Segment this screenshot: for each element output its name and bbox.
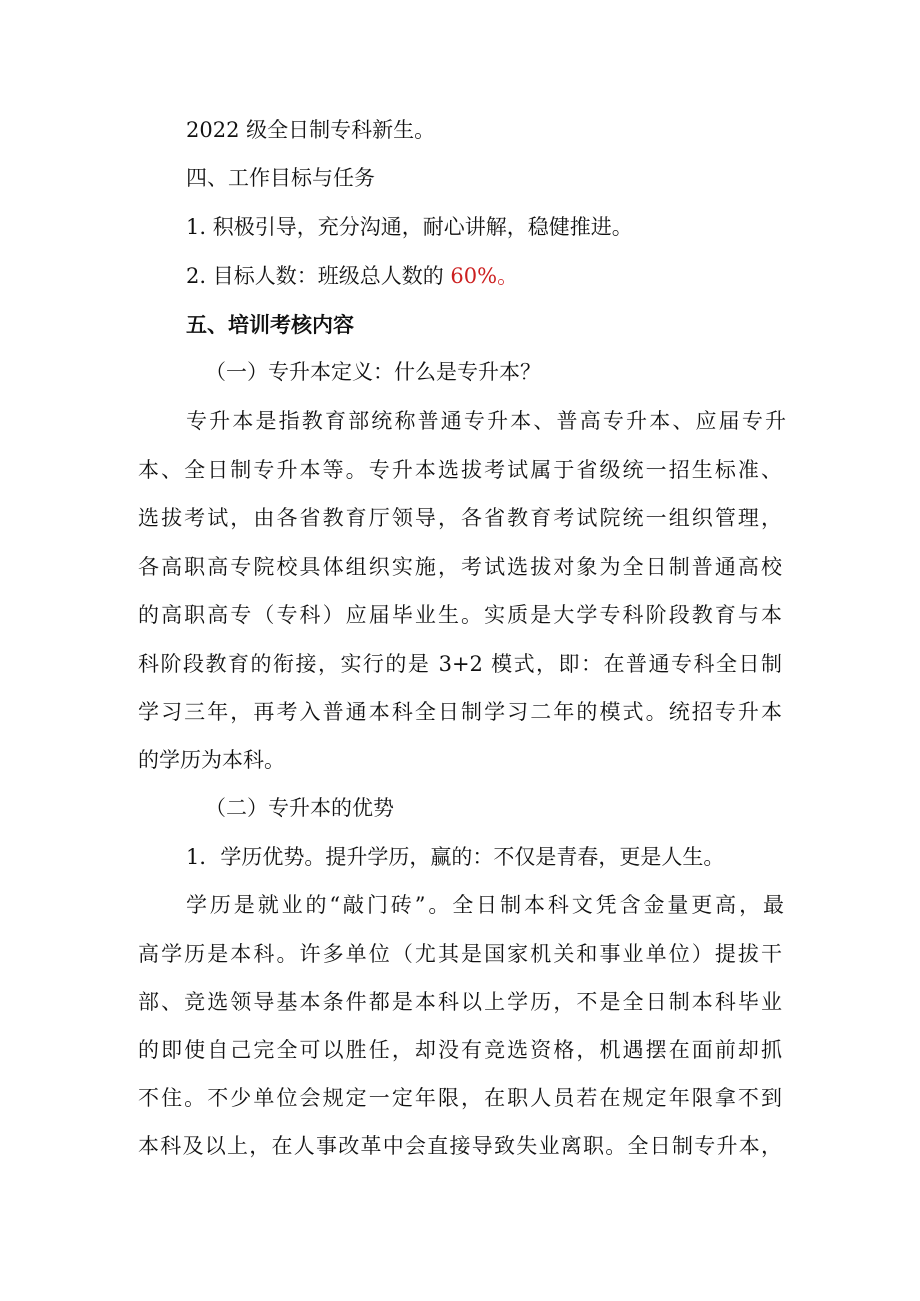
para1-line: 科阶段教育的衔接，实行的是 3+2 模式，即：在普通专科全日制	[138, 652, 782, 676]
goal-item-2-percent: 60%。	[450, 264, 519, 288]
goal-item-1: 1. 积极引导，充分沟通，耐心讲解，稳健推进。	[186, 215, 633, 239]
intro-tail-text: 2022 级全日制专科新生。	[186, 118, 436, 142]
para2-line: 本科及以上，在人事改革中会直接导致失业离职。全日制专升本，	[138, 1134, 782, 1158]
goal-item-2-text: 2. 目标人数：班级总人数的	[186, 264, 451, 288]
para2-line: 高学历是本科。许多单位（尤其是国家机关和事业单位）提拔干	[138, 942, 782, 966]
para1-line: 选拔考试，由各省教育厅领导，各省教育考试院统一组织管理，	[138, 506, 782, 530]
subsection-1-title: （一）专升本定义：什么是专升本？	[205, 360, 541, 384]
para1-line: 专升本是指教育部统称普通专升本、普高专升本、应届专升	[186, 409, 786, 433]
para1-line: 各高职高专院校具体组织实施，考试选拔对象为全日制普通高校	[138, 555, 782, 579]
para2-line: 学历是就业的“敲门砖”。全日制本科文凭含金量更高，最	[186, 893, 784, 917]
advantage-1-title: 1．学历优势。提升学历，赢的：不仅是青春，更是人生。	[186, 845, 725, 869]
para2-line: 不住。不少单位会规定一定年限，在职人员若在规定年限拿不到	[138, 1086, 782, 1110]
section-4-title: 四、工作目标与任务	[186, 166, 375, 190]
para2-line: 部、竞选领导基本条件都是本科以上学历，不是全日制本科毕业	[138, 990, 782, 1014]
para1-line: 的学历为本科。	[138, 748, 285, 772]
para2-line: 的即使自己完全可以胜任，却没有竞选资格，机遇摆在面前却抓	[138, 1038, 782, 1062]
para1-line: 本、全日制专升本等。专升本选拔考试属于省级统一招生标准、	[138, 458, 782, 482]
para1-line: 的高职高专（专科）应届毕业生。实质是大学专科阶段教育与本	[138, 603, 782, 627]
para1-line: 学习三年，再考入普通本科全日制学习二年的模式。统招专升本	[138, 700, 782, 724]
goal-item-2	[186, 261, 518, 291]
subsection-2-title: （二）专升本的优势	[205, 796, 394, 820]
section-5-title: 五、培训考核内容	[186, 313, 354, 337]
